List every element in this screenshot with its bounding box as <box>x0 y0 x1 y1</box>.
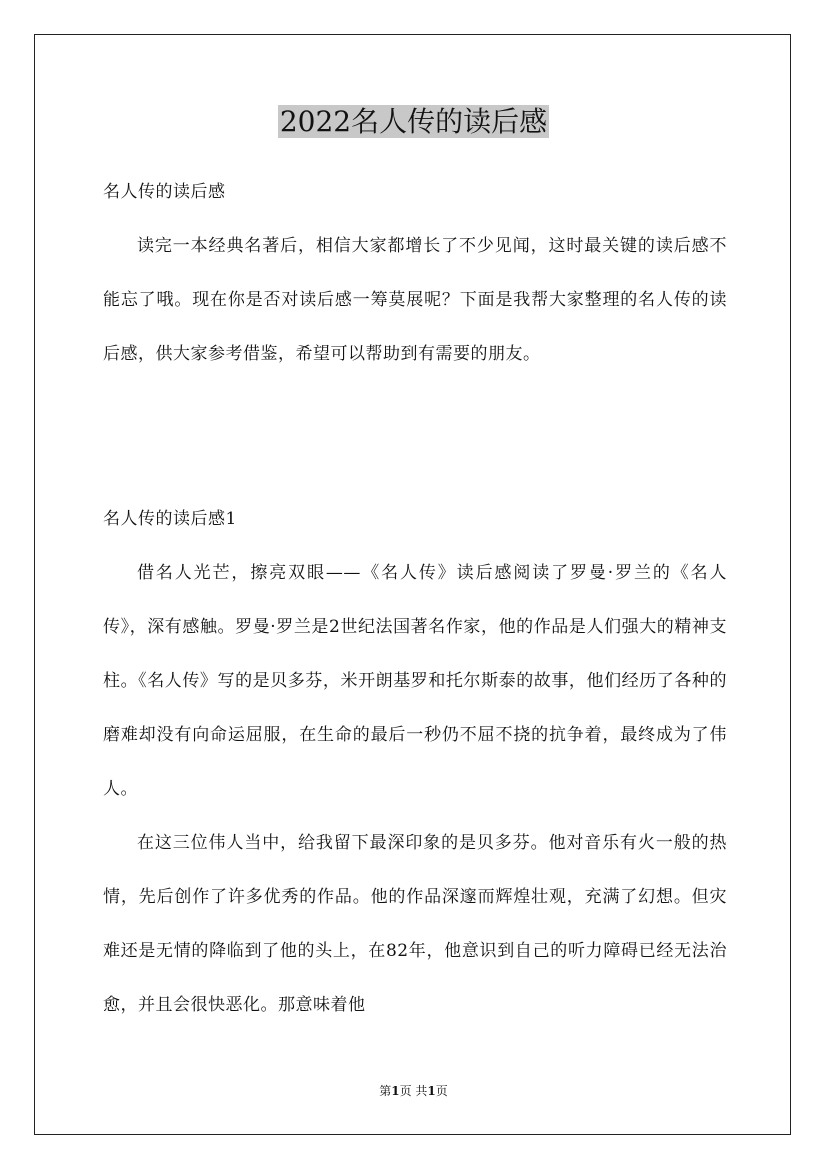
document-title <box>0 102 827 142</box>
section1-heading: 名人传的读后感1 <box>103 509 237 529</box>
footer-page-suffix: 页 <box>435 1084 448 1098</box>
section1-paragraph-2: 在这三位伟人当中，给我留下最深印象的是贝多芬。他对音乐有火一般的热情，先后创作了许多优秀的作品。他的作品深邃而辉煌壮观，充满了幻想。但灾难还是无情的降临到了他的头上，在82年，他意识到自己的听力障碍已经无法治愈，并且会很快恶化。那意味着他 <box>103 833 727 1015</box>
page-footer <box>0 1083 827 1099</box>
section1-paragraph-1: 借名人光芒，擦亮双眼——《名人传》读后感阅读了罗曼·罗兰的《名人传》，深有感触。罗曼·罗兰是2世纪法国著名作家，他的作品是人们强大的精神支柱。《名人传》写的是贝多芬，米开朗基罗和托尔斯泰的故事，他们经历了各种的磨难却没有向命运屈服，在生命的最后一秒仍不屈不挠的抗争着，最终成为了伟人。 <box>103 563 727 799</box>
document-title-text: 2022名人传的读后感 <box>279 105 548 138</box>
footer-total-pages: 1 <box>427 1084 436 1098</box>
intro-heading: 名人传的读后感 <box>103 182 226 202</box>
footer-page-prefix: 第 <box>379 1084 392 1098</box>
footer-page-mid: 页 共 <box>399 1084 428 1098</box>
footer-page-number: 1 <box>391 1084 400 1098</box>
intro-paragraph: 读完一本经典名著后，相信大家都增长了不少见闻，这时最关键的读后感不能忘了哦。现在你是否对读后感一筹莫展呢？下面是我帮大家整理的名人传的读后感，供大家参考借鉴，希望可以帮助到有需要的朋友。 <box>103 236 727 364</box>
